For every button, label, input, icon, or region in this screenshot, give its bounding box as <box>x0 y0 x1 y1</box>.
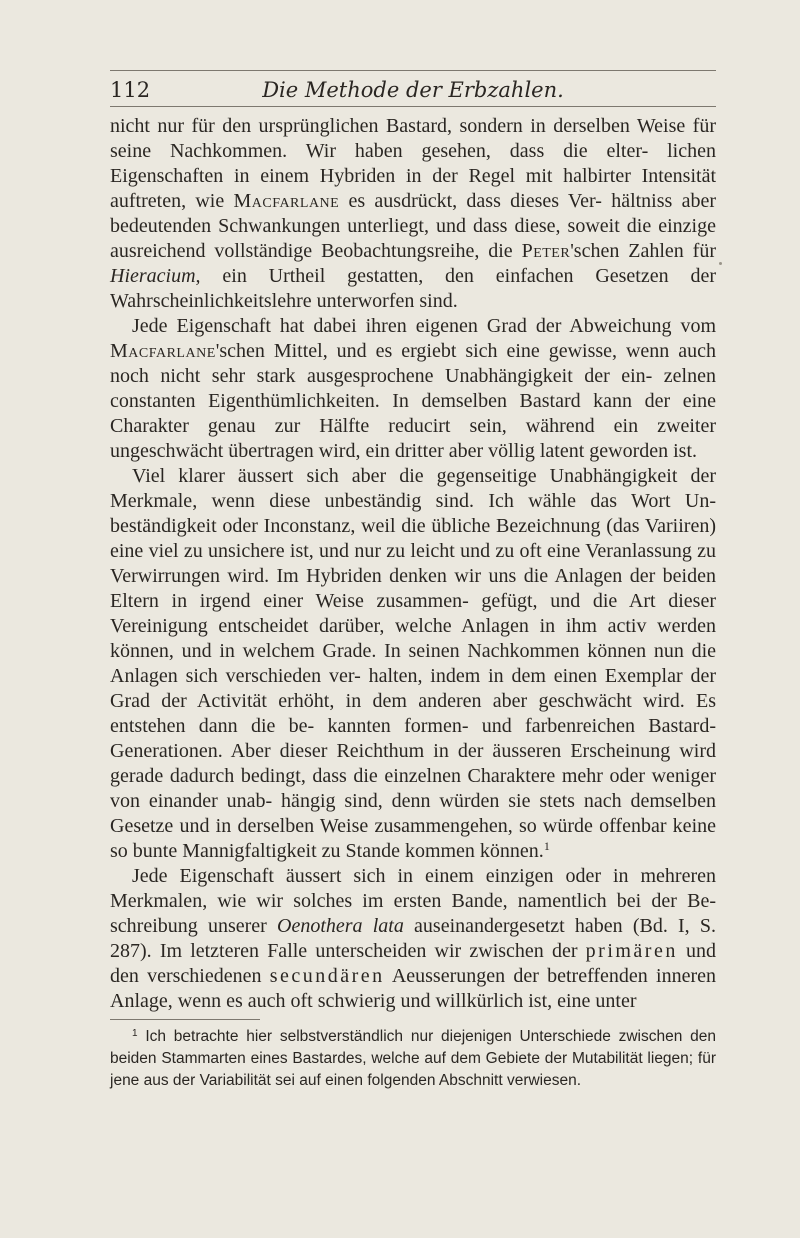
paragraph-1-text-a: nicht nur für den ursprünglichen Bastard, sondern in derselben Weise für seine Nachkommen. Wir haben gesehen, dass die elter- lichen Eigenschaften in einem Hybriden in der Regel mit halbirter Intensität auftreten, wie <box>110 115 716 212</box>
paragraph-1-text-d: ein Urtheil gestatten, den einfachen Gesetzen der Wahrscheinlichkeitslehre unterworfen sind. <box>110 265 716 312</box>
author-name-peter: Peter <box>521 240 571 262</box>
paragraph-4-text-b: auseinandergesetzt haben (Bd. I, S. 287). Im letzteren Falle unterscheiden wir zwischen der <box>110 915 716 962</box>
author-name-macfarlane-2: Macfarlane <box>110 340 216 362</box>
paragraph-1-text-c: 'schen Zahlen für <box>570 240 716 262</box>
footnote <box>110 1026 716 1092</box>
paper-speck <box>719 262 722 265</box>
paragraph-2-text-b: 'schen Mittel, und es ergiebt sich eine gewisse, wenn auch noch nicht sehr stark ausgesprochene Unabhängigkeit der ein- zelnen constanten Eigenthümlichkeiten. In demselben Bastard kann der eine Charakter genau zur Hälfte reducirt sein, während ein zweiter ungeschwächt übertragen wird, ein dritter aber völlig latent geworden ist. <box>110 340 716 462</box>
running-title: Die Methode der Erbzahlen. <box>262 78 564 102</box>
genus-hieracium: Hieracium, <box>110 265 201 287</box>
term-primaer: primären <box>585 940 678 962</box>
paragraph-4-text-d: Aeusserungen der betreffenden inneren Anlage, wenn es auch oft schwierig und willkürlich ist, eine unter <box>110 965 717 1012</box>
footnote-rule <box>110 1019 260 1020</box>
paragraph-1-text-b: es ausdrückt, dass dieses Ver- hältniss aber bedeutenden Schwankungen unterliegt, und dass diese, soweit die einzige ausreichend vollständige Beobachtungsreihe, die <box>110 190 716 262</box>
paragraph-4-text-c: und den verschiedenen <box>110 940 717 987</box>
header-rule-bottom <box>110 106 716 107</box>
paragraph-3 <box>110 464 716 864</box>
paragraph-1 <box>110 114 716 314</box>
footnote-reference[interactable]: 1 <box>543 839 550 853</box>
paragraph-2-text-a: Jede Eigenschaft hat dabei ihren eigenen Grad der Abweichung vom <box>132 315 716 337</box>
body-text <box>110 114 716 1014</box>
header-rule-top <box>110 70 716 71</box>
species-oenothera-lata: Oenothera lata <box>277 915 404 937</box>
footnote-mark: 1 <box>132 1028 138 1039</box>
paragraph-3-text: Viel klarer äussert sich aber die gegenseitige Unabhängigkeit der Merkmale, wenn diese unbeständig sind. Ich wähle das Wort Un- beständigkeit oder Inconstanz, weil die übliche Bezeichnung (das Variiren) eine viel zu unsichere ist, und nur zu leicht und zu oft eine Veranlassung zu Verwirrungen wird. Im Hybriden denken wir uns die Anlagen der beiden Eltern in irgend einer Weise zusammen- gefügt, und die Art dieser Vereinigung entscheidet darüber, welche Anlagen in ihm activ werden können, und in welchem Grade. In seinen Nachkommen können nun die Anlagen sich verschieden ver- halten, indem in dem einen Exemplar der Grad der Activität erhöht, in dem anderen aber geschwächt wird. Es entstehen dann die be- kannten formen- und farbenreichen Bastard-Generationen. Aber dieser Reichthum in der äusseren Erscheinung wird gerade dadurch bedingt, dass die einzelnen Charaktere mehr oder weniger von einander unab- hängig sind, denn würden sie stets nach demselben Gesetze und in derselben Weise zusammengehen, so würde offenbar keine so bunte Mannigfaltigkeit zu Stande kommen können. <box>110 465 716 862</box>
paragraph-2 <box>110 314 716 464</box>
footnote-text: Ich betrachte hier selbstverständlich nur diejenigen Unterschiede zwischen den beiden Stammarten eines Bastardes, welche auf dem Gebiete der Mutabilität liegen; für jene aus der Variabilität sei auf einen folgenden Abschnitt verwiesen. <box>110 1028 716 1089</box>
paragraph-4-text-a: Jede Eigenschaft äussert sich in einem einzigen oder in mehreren Merkmalen, wie wir solches im ersten Bande, namentlich bei der Be- schreibung unserer <box>110 865 716 937</box>
author-name-macfarlane: Macfarlane <box>233 190 340 212</box>
term-secundaer: secundären <box>269 965 385 987</box>
paragraph-4 <box>110 864 716 1014</box>
page-number: 112 <box>110 78 151 102</box>
page-header <box>110 74 716 104</box>
